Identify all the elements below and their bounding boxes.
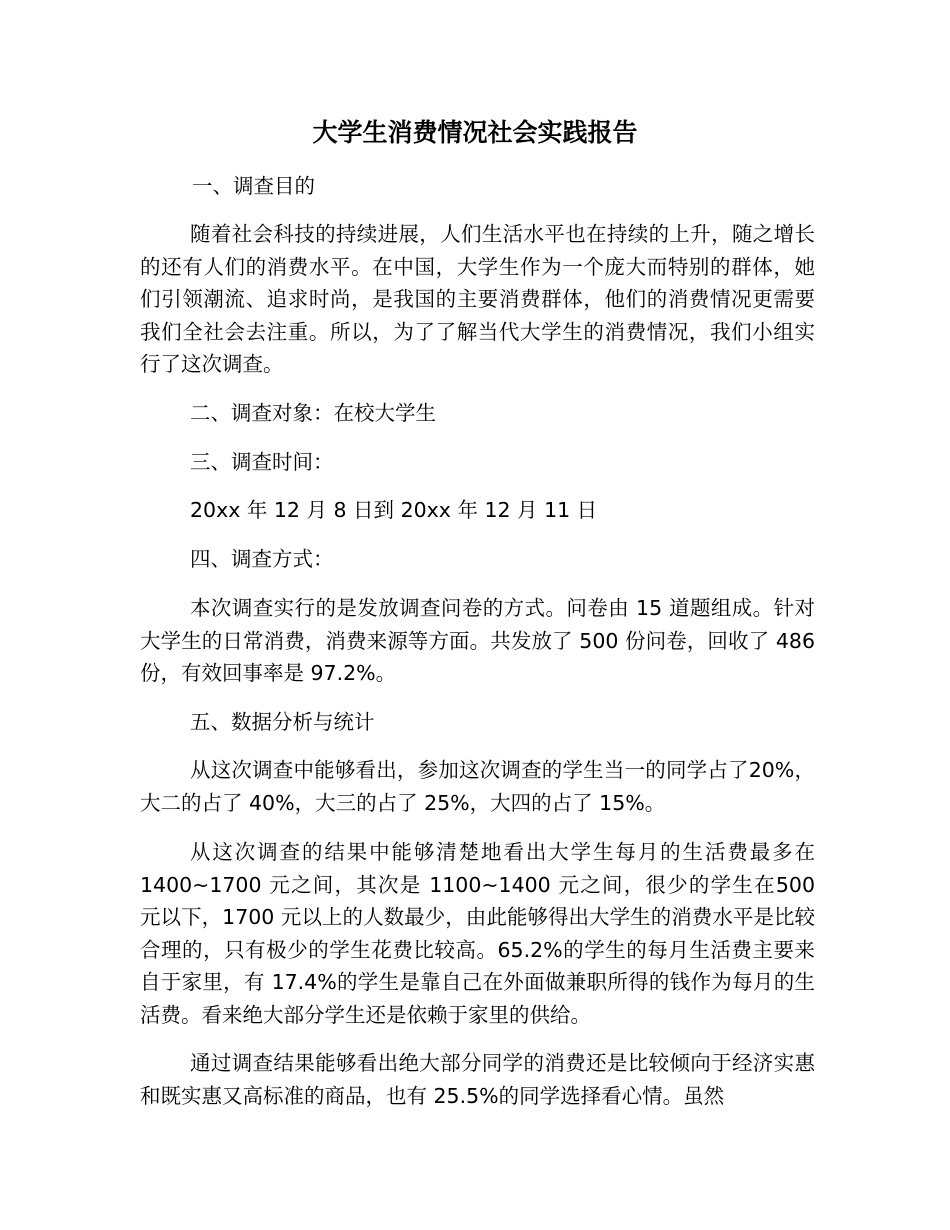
section-heading-method: 四、调查方式： [190,547,334,571]
paragraph-purpose: 随着社会科技的持续进展，人们生活水平也在持续的上升，随之增长的还有人们的消费水平。在中国，大学生作为一个庞大而特别的群体，她们引领潮流、追求时尚，是我国的主要消费群体，他们的消费情况更需要我们全社会去注重。所以，为了了解当代大学生的消费情况，我们小组实行了这次调查。 [140,222,815,376]
section-heading-analysis: 五、数据分析与统计 [190,710,375,734]
section-heading-purpose: 一、调查目的 [192,174,315,198]
paragraph-consumption-tendency: 通过调查结果能够看出绝大部分同学的消费还是比较倾向于经济实惠和既实惠又高标准的商品，也有 25.5%的同学选择看心情。虽然 [140,1051,815,1108]
section-heading-time: 三、调查时间： [190,450,334,474]
document-title: 大学生消费情况社会实践报告 [312,118,638,147]
section-heading-subjects: 二、调查对象：在校大学生 [190,401,436,425]
paragraph-living-expenses: 从这次调查的结果中能够清楚地看出大学生每月的生活费最多在1400~1700 元之间，其次是 1100~1400 元之间，很少的学生在500 元以下，1700 元以上的人数最少，由此能够得出大学生的消费水平是比较合理的，只有极少的学生花费比较高。65.2%的学生的每月生活费主要来自于家里，有 17.4%的学生是靠自己在外面做兼职所得的钱作为每月的生活费。看来绝大部分学生还是依赖于家里的供给。 [140,840,815,1027]
paragraph-time-range: 20xx 年 12 月 8 日到 20xx 年 12 月 11 日 [190,498,598,522]
paragraph-method: 本次调查实行的是发放调查问卷的方式。问卷由 15 道题组成。针对大学生的日常消费，消费来源等方面。共发放了 500 份问卷，回收了 486 份，有效回事率是 97.2%。 [140,596,815,685]
paragraph-grade-distribution: 从这次调查中能够看出，参加这次调查的学生当一的同学占了20%，大二的占了 40%，大三的占了 25%，大四的占了 15%。 [140,758,815,815]
